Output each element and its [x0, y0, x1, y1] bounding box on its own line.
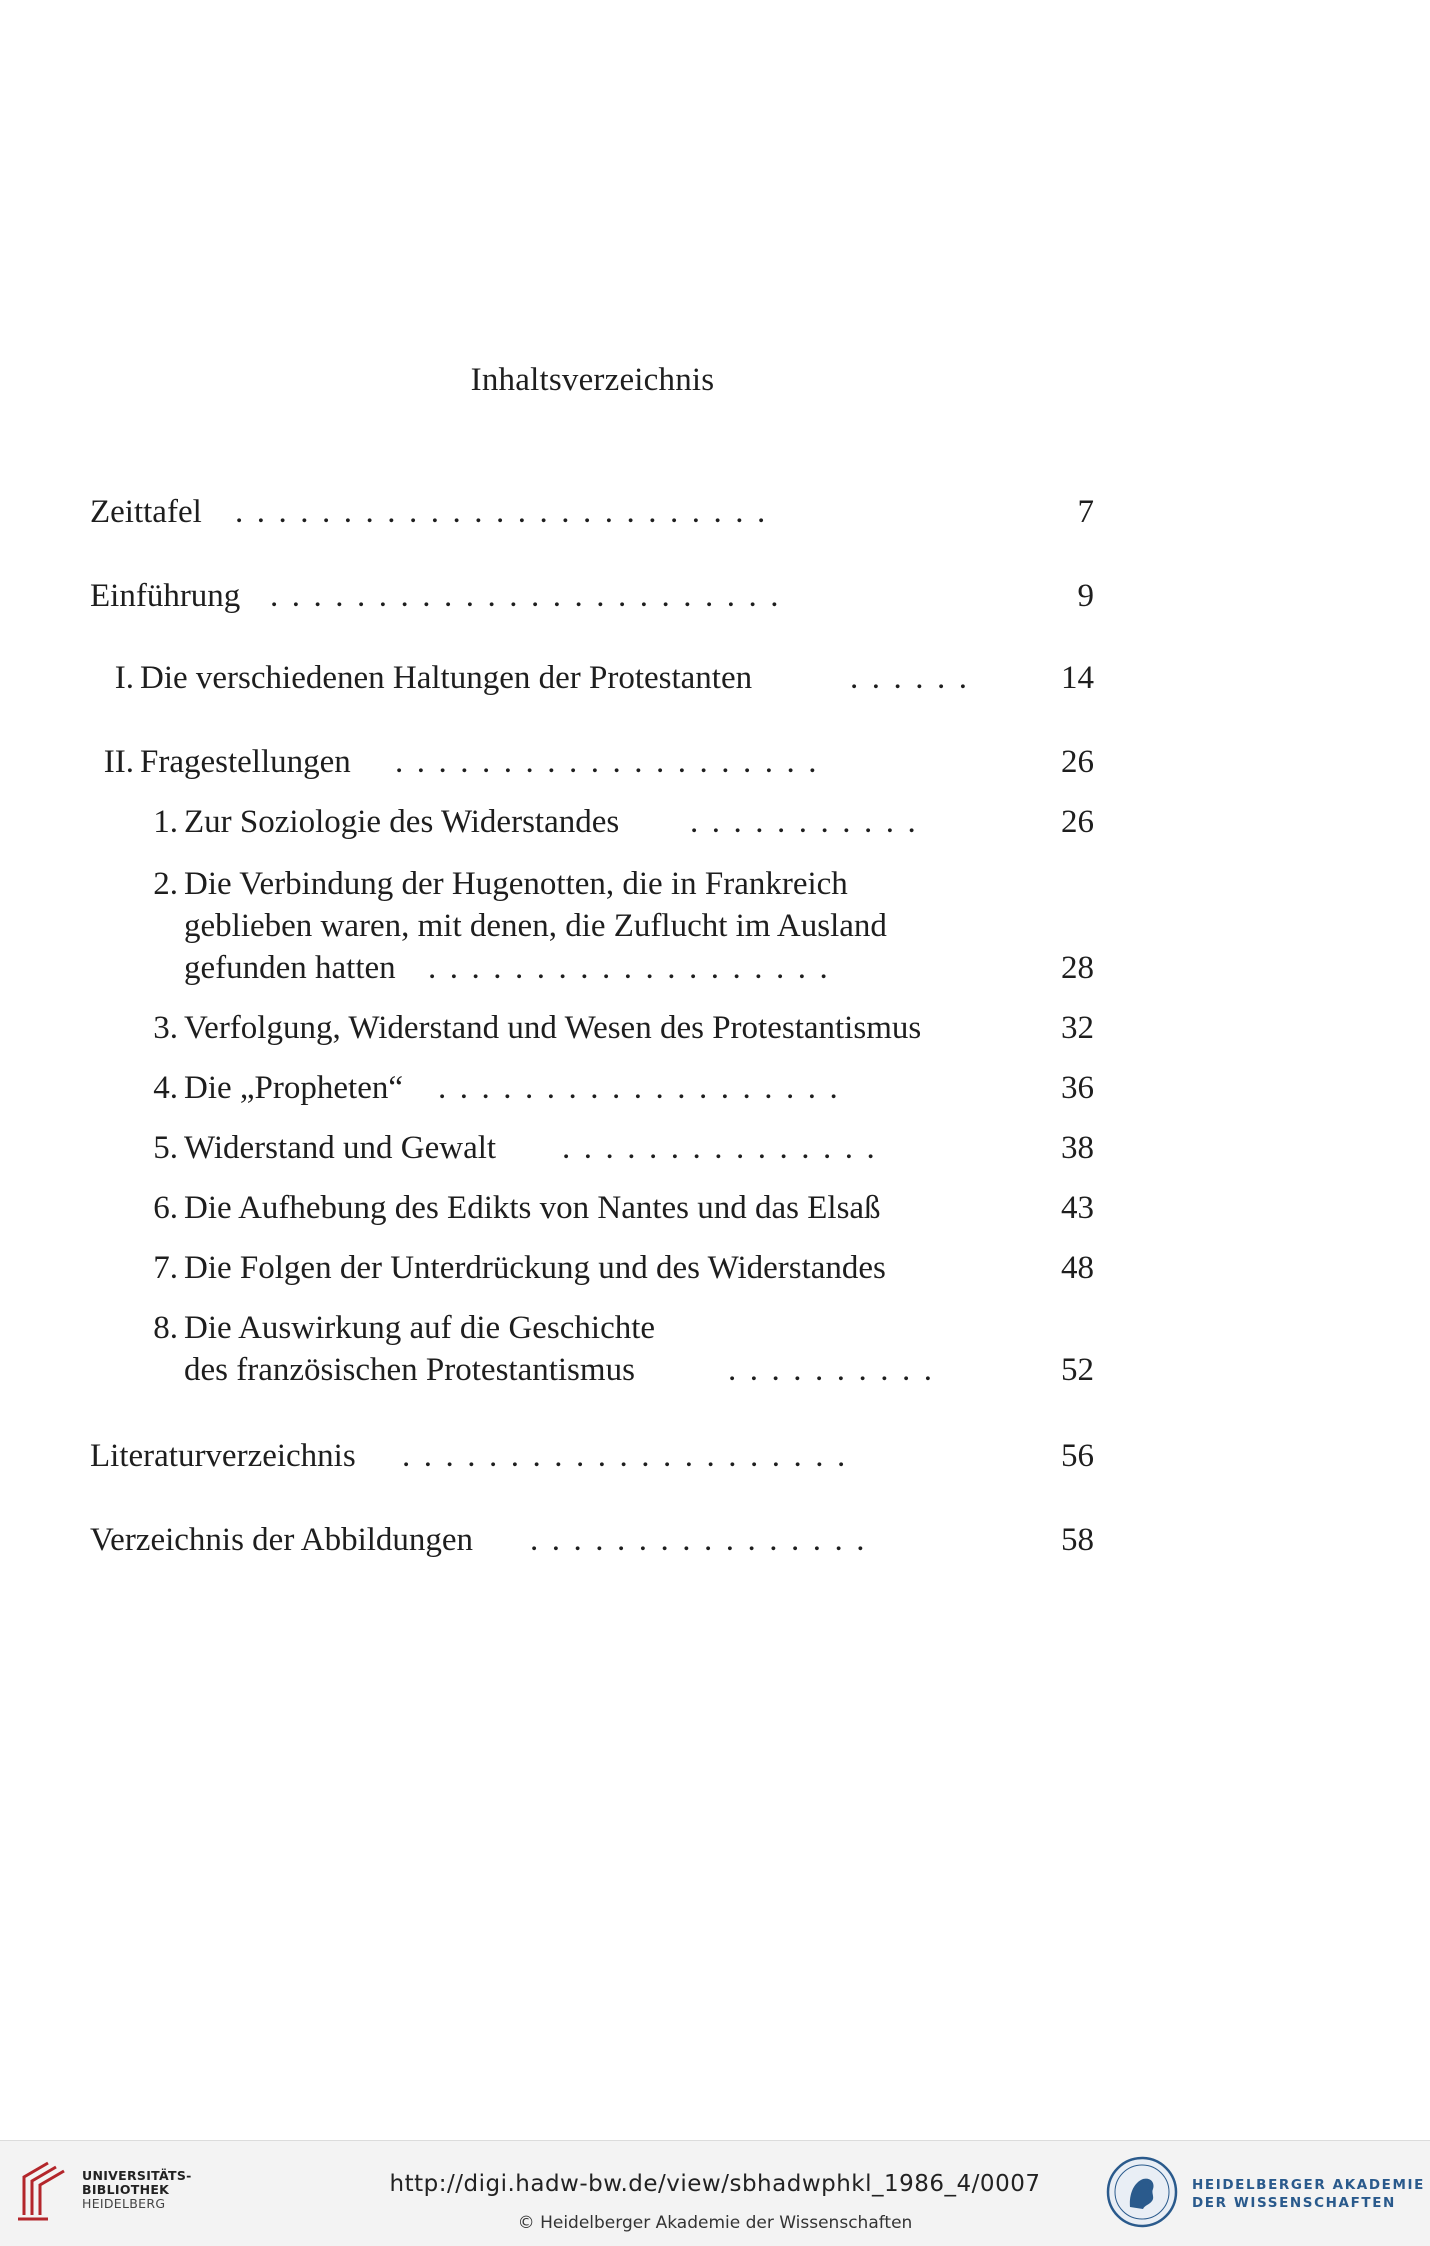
- toc-leader-dots: .....................: [402, 1438, 859, 1474]
- library-line-3: HEIDELBERG: [82, 2196, 166, 2211]
- toc-entry-number: II.: [103, 744, 134, 780]
- toc-entry-title: Fragestellungen: [140, 744, 351, 780]
- toc-entry-title: Zur Soziologie des Widerstandes: [184, 804, 620, 840]
- toc-entry-number: 7.: [153, 1250, 178, 1286]
- toc-entry-title: Die Verbindung der Hugenotten, die in Frankreich: [184, 866, 848, 902]
- toc-entry-title: des französischen Protestantismus: [184, 1352, 635, 1388]
- toc-leader-dots: ...................: [428, 950, 842, 986]
- toc-entry-title: Die verschiedenen Haltungen der Protestanten: [140, 660, 753, 696]
- toc-page-number: 48: [1061, 1250, 1094, 1286]
- toc-entry: [0, 1306, 1430, 1350]
- toc-entry: [0, 1066, 1430, 1110]
- copyright-notice: © Heidelberger Akademie der Wissenschaften: [517, 2213, 913, 2233]
- toc-entry-number: 4.: [153, 1070, 178, 1106]
- toc-entry: [0, 1246, 1430, 1290]
- toc-entry: [0, 862, 1430, 906]
- toc-leader-dots: ......: [850, 660, 981, 696]
- toc-entry: [0, 904, 1430, 948]
- source-url-link[interactable]: http://digi.hadw-bw.de/view/sbhadwphkl_1986_4/0007: [389, 2171, 1041, 2197]
- toc-leader-dots: ....................: [395, 744, 830, 780]
- toc-page-number: 38: [1061, 1130, 1094, 1166]
- toc-page-number: 52: [1061, 1352, 1094, 1388]
- toc-entry: [0, 946, 1430, 990]
- toc-entry: [0, 1348, 1430, 1392]
- toc-leader-dots: ........................: [270, 578, 792, 614]
- toc-page-number: 43: [1061, 1190, 1094, 1226]
- toc-page-number: 26: [1061, 744, 1094, 780]
- toc-entry-number: 2.: [153, 866, 178, 902]
- toc-page-number: 7: [1077, 494, 1094, 530]
- toc-page-number: 14: [1061, 660, 1094, 696]
- toc-entry-title: Die Auswirkung auf die Geschichte: [184, 1310, 656, 1346]
- toc-entry: [0, 1126, 1430, 1170]
- toc-entry: [0, 1434, 1430, 1478]
- toc-page-number: 9: [1077, 578, 1094, 614]
- toc-page-number: 32: [1061, 1010, 1094, 1046]
- toc-page-number: 36: [1061, 1070, 1094, 1106]
- toc-page-number: 58: [1061, 1522, 1094, 1558]
- academy-name: [1192, 2176, 1425, 2212]
- toc-leader-dots: ...........: [690, 804, 930, 840]
- toc-entry-title: Einführung: [90, 578, 241, 614]
- toc-page-number: 56: [1061, 1438, 1094, 1474]
- toc-entry-title: Die Folgen der Unterdrückung und des Widerstandes: [184, 1250, 886, 1286]
- toc-entry-number: I.: [114, 660, 134, 696]
- toc-leader-dots: .........................: [235, 494, 779, 530]
- toc-entry-title: Die „Propheten“: [184, 1070, 403, 1106]
- toc-entry: [0, 1518, 1430, 1562]
- toc-entry: [0, 740, 1430, 784]
- library-line-2: BIBLIOTHEK: [82, 2182, 170, 2197]
- toc-entry-title: Verfolgung, Widerstand und Wesen des Protestantismus: [184, 1010, 922, 1046]
- toc-entry: [0, 574, 1430, 618]
- library-line-1: UNIVERSITÄTS-: [82, 2168, 192, 2183]
- academy-line-2: DER WISSENSCHAFTEN: [1192, 2195, 1396, 2211]
- toc-entry-title: Widerstand und Gewalt: [184, 1130, 497, 1166]
- toc-entry-number: 6.: [153, 1190, 178, 1226]
- academy-line-1: HEIDELBERGER AKADEMIE: [1192, 2177, 1425, 2193]
- toc-entry-title: geblieben waren, mit denen, die Zuflucht im Ausland: [184, 908, 887, 944]
- toc-entry-title: gefunden hatten: [184, 950, 396, 986]
- toc-entry-number: 1.: [153, 804, 178, 840]
- toc-page-number: 28: [1061, 950, 1094, 986]
- toc-entry-title: Verzeichnis der Abbildungen: [90, 1522, 474, 1558]
- page-title: Inhaltsverzeichnis: [470, 362, 715, 398]
- toc-entry-number: 8.: [153, 1310, 178, 1346]
- toc-entry: [0, 656, 1430, 700]
- toc-entry: [0, 1186, 1430, 1230]
- toc-entry-number: 5.: [153, 1130, 178, 1166]
- toc-entry: [0, 490, 1430, 534]
- toc-page-number: 26: [1061, 804, 1094, 840]
- toc-leader-dots: ..........: [728, 1352, 946, 1388]
- toc-leader-dots: ................: [530, 1522, 878, 1558]
- toc-leader-dots: ...................: [438, 1070, 852, 1106]
- toc-entry: [0, 1006, 1430, 1050]
- footer-bar: [0, 2140, 1430, 2246]
- academy-seal-icon: [1105, 2155, 1179, 2229]
- toc-entry-number: 3.: [153, 1010, 178, 1046]
- toc-entry-title: Literaturverzeichnis: [90, 1438, 356, 1474]
- toc-entry-title: Die Aufhebung des Edikts von Nantes und das Elsaß: [184, 1190, 881, 1226]
- toc-leader-dots: ...............: [562, 1130, 889, 1166]
- toc-entry-title: Zeittafel: [90, 494, 202, 530]
- toc-entry: [0, 800, 1430, 844]
